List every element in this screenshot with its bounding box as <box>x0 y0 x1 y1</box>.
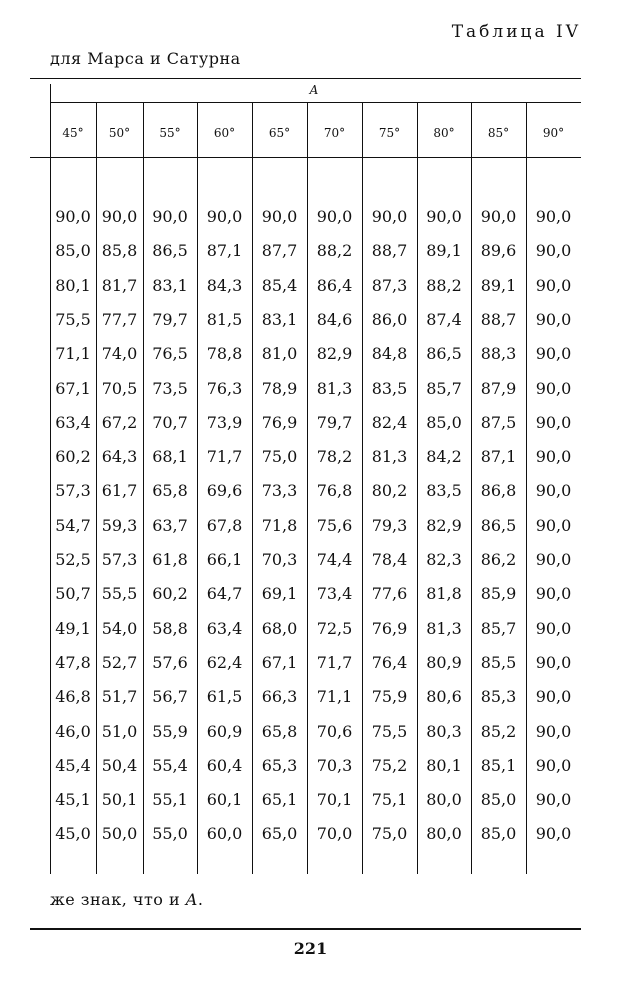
table-cell: 75,1 <box>371 790 408 810</box>
page-number: 221 <box>293 939 328 958</box>
table-cell: 60,2 <box>152 584 188 604</box>
table-cell: 76,8 <box>316 481 353 501</box>
table-cell: 63,4 <box>206 618 243 638</box>
table-cell: 90,0 <box>535 344 572 364</box>
table-cell: 75,0 <box>371 824 408 844</box>
table-cell: 66,1 <box>206 550 243 569</box>
table-cell: 67,1 <box>261 652 298 672</box>
table-cell: 90,0 <box>535 412 572 432</box>
table-cell: 62,4 <box>206 652 243 672</box>
table-cell: 80,2 <box>371 481 408 501</box>
table-cell: 60,0 <box>206 824 243 844</box>
column-header: 80° <box>433 126 455 140</box>
table-cell: 85,0 <box>55 241 91 261</box>
table-cell: 90,0 <box>535 378 572 398</box>
table-cell: 69,1 <box>261 584 298 604</box>
table-cell: 45,0 <box>55 824 91 844</box>
table-cell: 86,4 <box>316 275 353 295</box>
table-cell: 88,2 <box>316 241 353 261</box>
table-cell: 81,8 <box>426 584 462 604</box>
table-cell: 85,8 <box>101 241 138 261</box>
table-cell: 85,0 <box>426 412 462 432</box>
table-cell: 51,7 <box>101 687 138 707</box>
table-cell: 83,5 <box>426 481 462 501</box>
table-cell: 70,6 <box>316 721 353 741</box>
table-cell: 80,9 <box>426 652 462 672</box>
column-header: 50° <box>108 126 131 140</box>
table-cell: 87,5 <box>480 412 517 432</box>
table-cell: 50,0 <box>101 824 138 844</box>
table-cell: 90,0 <box>535 550 572 569</box>
table-cell: 54,7 <box>55 515 91 535</box>
table-cell: 75,9 <box>371 687 408 707</box>
table-cell: 50,1 <box>101 790 138 810</box>
table-cell: 85,0 <box>480 790 517 810</box>
table-cell: 56,7 <box>152 687 188 707</box>
footnote <box>50 890 203 909</box>
table-cell: 85,5 <box>480 652 517 672</box>
table-cell: 49,1 <box>55 618 91 638</box>
table-cell: 55,1 <box>152 790 188 810</box>
table-cell: 87,1 <box>206 241 243 261</box>
column-header: 85° <box>487 126 510 140</box>
table-cell: 57,3 <box>55 481 91 501</box>
table-cell: 70,3 <box>261 550 298 569</box>
table-cell: 71,1 <box>55 344 91 364</box>
table-cell: 90,0 <box>55 207 91 226</box>
table-cell: 85,7 <box>480 618 517 638</box>
table-cell: 50,7 <box>55 584 91 604</box>
table-cell: 87,3 <box>371 275 408 295</box>
table-cell: 90,0 <box>535 515 572 535</box>
table-cell: 68,0 <box>261 618 298 638</box>
table-cell: 90,0 <box>535 447 572 467</box>
table-cell: 71,1 <box>316 687 353 707</box>
table-cell: 59,3 <box>101 515 138 535</box>
table-cell: 90,0 <box>101 207 138 226</box>
table-cell: 64,3 <box>101 447 138 467</box>
column-header: 90° <box>542 126 565 140</box>
table-cell: 87,1 <box>480 447 517 467</box>
table-cell: 79,3 <box>371 515 408 535</box>
table-cell: 63,4 <box>55 412 91 432</box>
table-cell: 85,0 <box>480 824 517 844</box>
table-label: Таблица IV <box>451 22 581 42</box>
bottom-rule <box>30 928 581 930</box>
table-cell: 90,0 <box>480 207 517 226</box>
table-cell: 73,5 <box>152 378 188 398</box>
table-cell: 85,1 <box>480 755 517 775</box>
table-cell: 90,0 <box>535 241 572 261</box>
table-cell: 86,5 <box>426 344 462 364</box>
table-cell: 57,3 <box>101 550 138 569</box>
table-cell: 89,1 <box>426 241 462 261</box>
table-cell: 81,3 <box>316 378 353 398</box>
column-header: 75° <box>378 126 401 140</box>
table-cell: 66,3 <box>261 687 298 707</box>
table-cell: 75,0 <box>261 447 298 467</box>
table-cell: 90,0 <box>535 721 572 741</box>
table-cell: 58,8 <box>152 618 188 638</box>
table-cell: 45,1 <box>55 790 91 810</box>
table-subtitle: для Марса и Сатурна <box>50 49 241 68</box>
column-header: 55° <box>159 126 181 140</box>
table-cell: 90,0 <box>535 309 572 329</box>
column-header: 70° <box>323 126 346 140</box>
table-cell: 77,6 <box>371 584 408 604</box>
table-cell: 80,3 <box>426 721 462 741</box>
table-cell: 86,5 <box>152 241 188 261</box>
table-cell: 45,4 <box>55 755 91 775</box>
table-cell: 82,9 <box>316 344 353 364</box>
table-cell: 84,3 <box>206 275 243 295</box>
table-cell: 70,5 <box>101 378 138 398</box>
table-cell: 70,3 <box>316 755 353 775</box>
table-cell: 86,5 <box>480 515 517 535</box>
table-cell: 81,3 <box>371 447 408 467</box>
table-cell: 54,0 <box>101 618 138 638</box>
table-cell: 51,0 <box>101 721 138 741</box>
table-cell: 46,8 <box>55 687 91 707</box>
table-cell: 74,0 <box>101 344 138 364</box>
table-cell: 70,0 <box>316 824 353 844</box>
table-cell: 90,0 <box>152 207 188 226</box>
table-cell: 60,1 <box>206 790 243 810</box>
table-cell: 78,4 <box>371 550 408 569</box>
table-cell: 81,5 <box>206 309 243 329</box>
table-cell: 61,5 <box>206 687 243 707</box>
table-cell: 75,6 <box>316 515 353 535</box>
table-cell: 81,0 <box>261 344 298 364</box>
table-cell: 73,9 <box>206 412 243 432</box>
table-cell: 90,0 <box>535 687 572 707</box>
table-cell: 82,3 <box>426 550 462 569</box>
table-cell: 88,2 <box>426 275 462 295</box>
column-header: 60° <box>213 126 236 140</box>
footnote-text: же знак, что и <box>50 890 186 909</box>
table-cell: 78,8 <box>206 344 243 364</box>
table-cell: 83,5 <box>371 378 408 398</box>
table-cell: 75,5 <box>371 721 408 741</box>
table-cell: 83,1 <box>152 275 188 295</box>
table-cell: 80,6 <box>426 687 462 707</box>
table-cell: 65,1 <box>261 790 298 810</box>
table-cell: 77,7 <box>101 309 138 329</box>
table-cell: 86,0 <box>371 309 408 329</box>
table-cell: 90,0 <box>535 275 572 295</box>
top-rule <box>30 78 581 79</box>
table-cell: 65,8 <box>152 481 188 501</box>
column-header: 45° <box>62 126 84 140</box>
table-cell: 47,8 <box>55 652 91 672</box>
table-cell: 76,3 <box>206 378 243 398</box>
table-cell: 90,0 <box>535 824 572 844</box>
table-cell: 83,1 <box>261 309 298 329</box>
table-cell: 80,0 <box>426 824 462 844</box>
table-cell: 85,7 <box>426 378 462 398</box>
table-cell: 55,5 <box>101 584 138 604</box>
table-cell: 55,0 <box>152 824 188 844</box>
table-cell: 76,5 <box>152 344 188 364</box>
table-cell: 84,2 <box>426 447 462 467</box>
table-cell: 79,7 <box>316 412 353 432</box>
table-cell: 89,6 <box>480 241 517 261</box>
table-cell: 60,2 <box>55 447 91 467</box>
table-cell: 57,6 <box>152 652 188 672</box>
table-cell: 71,7 <box>206 447 243 467</box>
table-cell: 76,9 <box>371 618 408 638</box>
table-cell: 71,7 <box>316 652 353 672</box>
table-cell: 90,0 <box>535 481 572 501</box>
table-cell: 87,4 <box>426 309 462 329</box>
table-cell: 67,8 <box>206 515 243 535</box>
table-cell: 73,3 <box>261 481 298 501</box>
table-cell: 67,2 <box>101 412 138 432</box>
table-cell: 60,9 <box>206 721 243 741</box>
table-cell: 85,9 <box>480 584 517 604</box>
table-cell: 55,4 <box>152 755 188 775</box>
table-cell: 78,9 <box>261 378 298 398</box>
table-cell: 90,0 <box>206 207 243 226</box>
table-cell: 88,7 <box>480 309 517 329</box>
table-cell: 80,1 <box>55 275 91 295</box>
table-cell: 90,0 <box>426 207 462 226</box>
table-cell: 84,6 <box>316 309 353 329</box>
table-cell: 72,5 <box>316 618 353 638</box>
table-cell: 65,8 <box>261 721 298 741</box>
table-cell: 76,4 <box>371 652 408 672</box>
table-cell: 70,7 <box>152 412 188 432</box>
table-cell: 80,0 <box>426 790 462 810</box>
table-cell: 67,1 <box>55 378 91 398</box>
table-cell: 61,8 <box>152 550 188 569</box>
table-cell: 78,2 <box>316 447 353 467</box>
footnote-var: A <box>185 890 198 909</box>
table-cell: 75,2 <box>371 755 408 775</box>
table-cell: 90,0 <box>261 207 298 226</box>
table-cell: 90,0 <box>535 652 572 672</box>
table-cell: 65,0 <box>261 824 298 844</box>
table-cell: 52,7 <box>101 652 138 672</box>
table-cell: 90,0 <box>371 207 408 226</box>
table-cell: 73,4 <box>316 584 353 604</box>
table-cell: 71,8 <box>261 515 298 535</box>
table-cell: 81,3 <box>426 618 462 638</box>
table-cell: 85,3 <box>480 687 517 707</box>
table-cell: 87,7 <box>261 241 298 261</box>
table-cell: 52,5 <box>55 550 91 569</box>
table-cell: 80,1 <box>426 755 462 775</box>
table-cell: 46,0 <box>55 721 91 741</box>
table-cell: 86,2 <box>480 550 517 569</box>
table-cell: 61,7 <box>101 481 138 501</box>
table-cell: 90,0 <box>535 584 572 604</box>
table-cell: 88,3 <box>480 344 517 364</box>
table-cell: 90,0 <box>535 755 572 775</box>
table-cell: 89,1 <box>480 275 517 295</box>
table-cell: 76,9 <box>261 412 298 432</box>
group-label: A <box>309 83 319 97</box>
table-cell: 82,4 <box>371 412 408 432</box>
table-cell: 88,7 <box>371 241 408 261</box>
table-cell: 64,7 <box>206 584 243 604</box>
table-cell: 85,2 <box>480 721 517 741</box>
table-cell: 50,4 <box>101 755 138 775</box>
table-cell: 81,7 <box>101 275 138 295</box>
table-cell: 55,9 <box>152 721 188 741</box>
header-rule <box>30 157 581 158</box>
table-cell: 90,0 <box>535 790 572 810</box>
table-cell: 87,9 <box>480 378 517 398</box>
table-cell: 90,0 <box>535 207 572 226</box>
table-cell: 75,5 <box>55 309 91 329</box>
table-cell: 90,0 <box>535 618 572 638</box>
table-cell: 63,7 <box>152 515 188 535</box>
table-cell: 84,8 <box>371 344 408 364</box>
table-cell: 90,0 <box>316 207 353 226</box>
footnote-end: . <box>197 890 204 909</box>
group-rule <box>50 102 581 103</box>
table-cell: 74,4 <box>316 550 353 569</box>
table-cell: 60,4 <box>206 755 243 775</box>
table-cell: 68,1 <box>152 447 188 467</box>
table-cell: 79,7 <box>152 309 188 329</box>
column-header: 65° <box>268 126 291 140</box>
table-cell: 82,9 <box>426 515 462 535</box>
table-cell: 70,1 <box>316 790 353 810</box>
table-cell: 69,6 <box>206 481 243 501</box>
table-cell: 85,4 <box>261 275 298 295</box>
table-cell: 65,3 <box>261 755 298 775</box>
table-cell: 86,8 <box>480 481 517 501</box>
